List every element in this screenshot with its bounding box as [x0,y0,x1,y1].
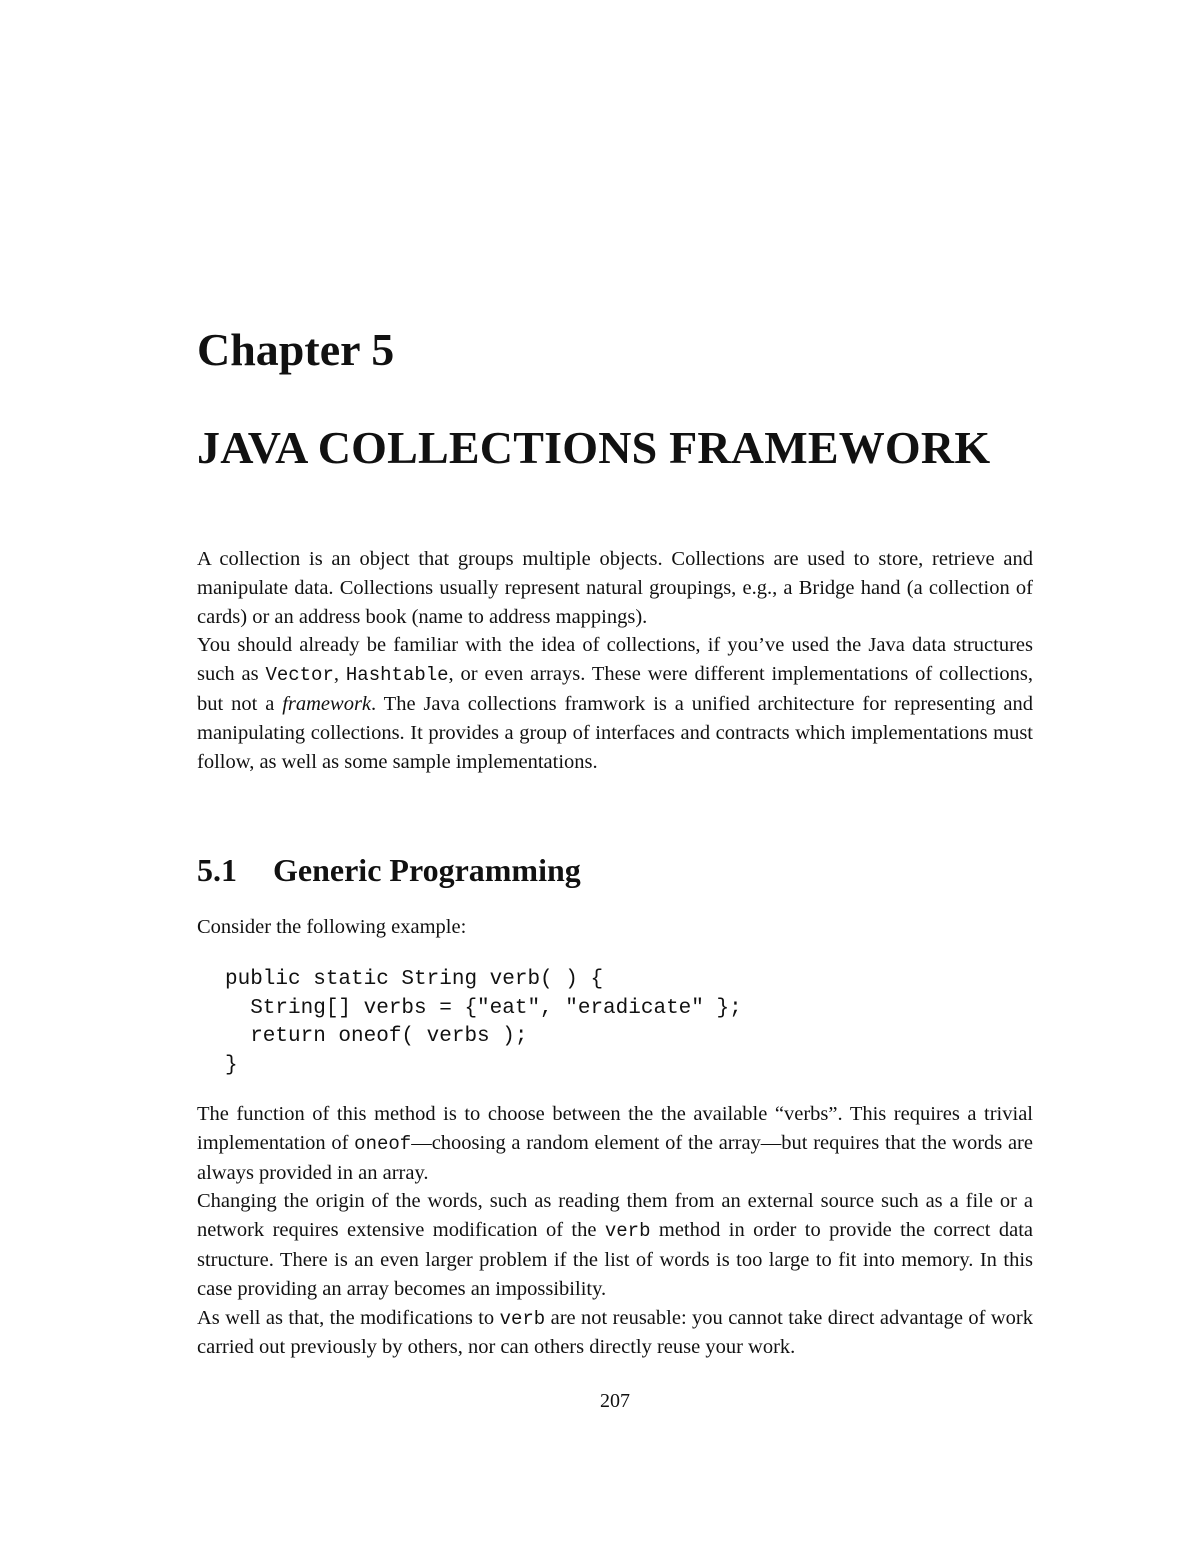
code-vector: Vector [265,664,334,687]
body-paragraph-2 [197,1187,1033,1303]
body-text-segment: As well as that, the modifications to [197,1306,500,1329]
code-hashtable: Hashtable [345,664,449,687]
emphasis-framework: framework [282,692,372,715]
section-number: 5.1 [197,852,237,888]
code-verb: verb [604,1220,651,1243]
body-text-segment: Changing the origin of the words, such as reading them from an external source such as a file or a network requires extensive modification of the [197,1190,1033,1242]
example-intro: Consider the following example: [197,916,467,938]
chapter-label: Chapter 5 [197,324,395,375]
body-text-segment: are not reusable: you cannot take direct advantage of work carried out previously by others, nor can others directly reuse your work. [197,1306,1033,1359]
code-verb: verb [499,1307,546,1330]
intro-text-segment: , or even arrays. These were different implementations of collections, but not a [197,663,1033,715]
code-oneof: oneof [354,1132,412,1155]
page-number: 207 [600,1390,630,1412]
body-text-segment: —choosing a random element of the array—but requires that the words are always provided in an array. [197,1131,1033,1184]
intro-text-segment: You should already be familiar with the idea of collections, if you’ve used the Java data structures such as [197,634,1033,686]
chapter-title: JAVA COLLECTIONS FRAMEWORK [197,422,991,473]
intro-text-segment: , [333,663,346,686]
section-heading [197,850,581,890]
code-block: public static String verb( ) { String[] verbs = {"eat", "eradicate" }; return oneof( verbs ); } [225,968,742,1077]
body-text-segment: The function of this method is to choose between the the available “verbs”. This requires a trivial implementation of [197,1103,1033,1154]
body-text-segment: method in order to provide the correct data structure. There is an even larger problem if the list of words is too large to fit into memory. In this case providing an array becomes an impossibility. [197,1219,1033,1300]
intro-text-segment: . The Java collections framwork is a unified architecture for representing and manipulating collections. It provides a group of interfaces and contracts which implementations must follow, as well as some sample implementations. [197,692,1033,773]
body-text [197,1100,1033,1362]
intro-paragraph-1: A collection is an object that groups multiple objects. Collections are used to store, retrieve and manipulate data. Collections usually represent natural groupings, e.g., a Bridge hand (a collection of cards) or an address book (name to address mappings). [197,548,1033,628]
book-page [197,0,1033,1553]
body-paragraph-1 [197,1100,1033,1187]
intro-paragraph-2 [197,631,1033,776]
intro-text [197,545,1033,776]
section-title: Generic Programming [273,852,581,888]
body-paragraph-3 [197,1304,1033,1363]
